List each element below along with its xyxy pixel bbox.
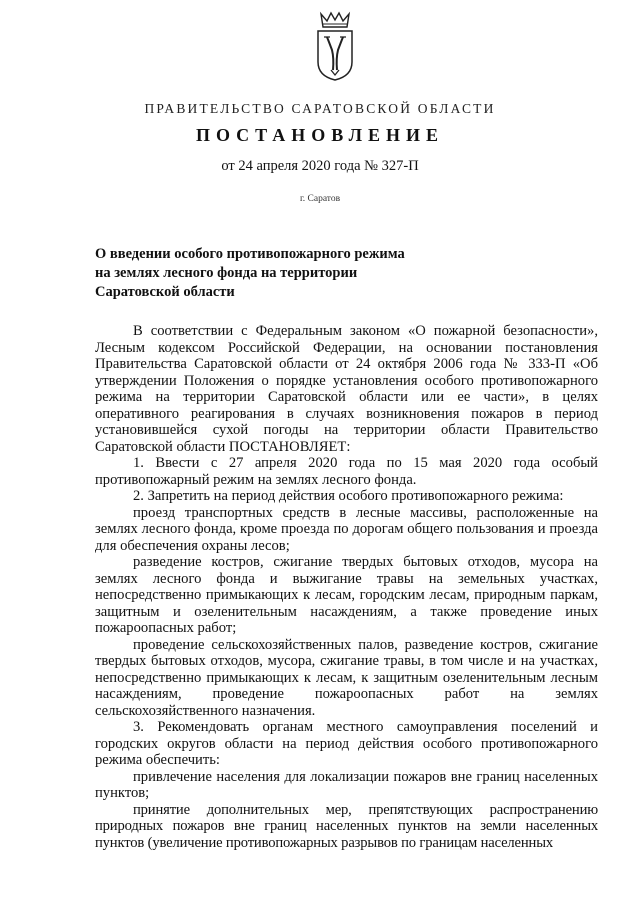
body-paragraph: В соответствии с Федеральным законом «О пожарной безопасности», Лесным кодексом Российской Федерации, на основании постановления Правительства Саратовской области от 24 октября 2006 года № 333-П «Об утверждении Положения о порядке установления особого противопожарного режима на территории Саратовской области или ее части», в целях оперативного реагирования в случаях возникновения пожаров в период установившейся сухой погоды на территории области Правительство Саратовской области ПОСТАНОВЛЯЕТ: [95,323,598,455]
document-type-title: ПОСТАНОВЛЕНИЕ [195,125,445,145]
document-date-number: от 24 апреля 2020 года № 327-П [221,158,419,174]
body-paragraph: разведение костров, сжигание твердых бытовых отходов, мусора на землях лесного фонда и выжигание травы на земельных участках, непосредственно примыкающих к лесам, городским лесам, природным паркам, защитным и озеленительным насаждениям, а также проведение иных пожароопасных работ; [95,554,598,636]
body-paragraph: 1. Ввести с 27 апреля 2020 года по 15 мая 2020 года особый противопожарный режим на землях лесного фонда. [95,455,598,488]
document-body [95,323,598,851]
subject-line: О введении особого противопожарного режима [95,246,405,262]
body-paragraph: проезд транспортных средств в лесные массивы, расположенные на землях лесного фонда, кроме проезда по дорогам общего пользования и проезда для обеспечения охраны лесов; [95,504,598,554]
body-paragraph: 2. Запретить на период действия особого противопожарного режима: [133,488,564,504]
organization-name: ПРАВИТЕЛЬСТВО САРАТОВСКОЙ ОБЛАСТИ [144,101,496,116]
body-paragraph: проведение сельскохозяйственных палов, разведение костров, сжигание твердых бытовых отходов, мусора, сжигание травы, в том числе и на участках, непосредственно примыкающих к лесам, к защитным озеленительным лесным насаждениям, проведение пожароопасных работ на землях сельскохозяйственного назначения. [95,636,598,719]
body-paragraph: принятие дополнительных мер, препятствующих распространению природных пожаров вне границ населенных пунктов на земли населенных пунктов (увеличение противопожарных разрывов по границам населенных [95,801,598,851]
subject-line: Саратовской области [95,284,235,300]
body-paragraph: 3. Рекомендовать органам местного самоуправления поселений и городских округов области на период действия особого противопожарного режима обеспечить: [95,719,598,768]
subject-line: на землях лесного фонда на территории [95,265,358,281]
document-city: г. Саратов [299,194,341,204]
document-subject [95,245,435,302]
body-paragraph: привлечение населения для локализации пожаров вне границ населенных пунктов; [95,768,598,801]
saratov-coat-of-arms-icon [313,10,357,82]
